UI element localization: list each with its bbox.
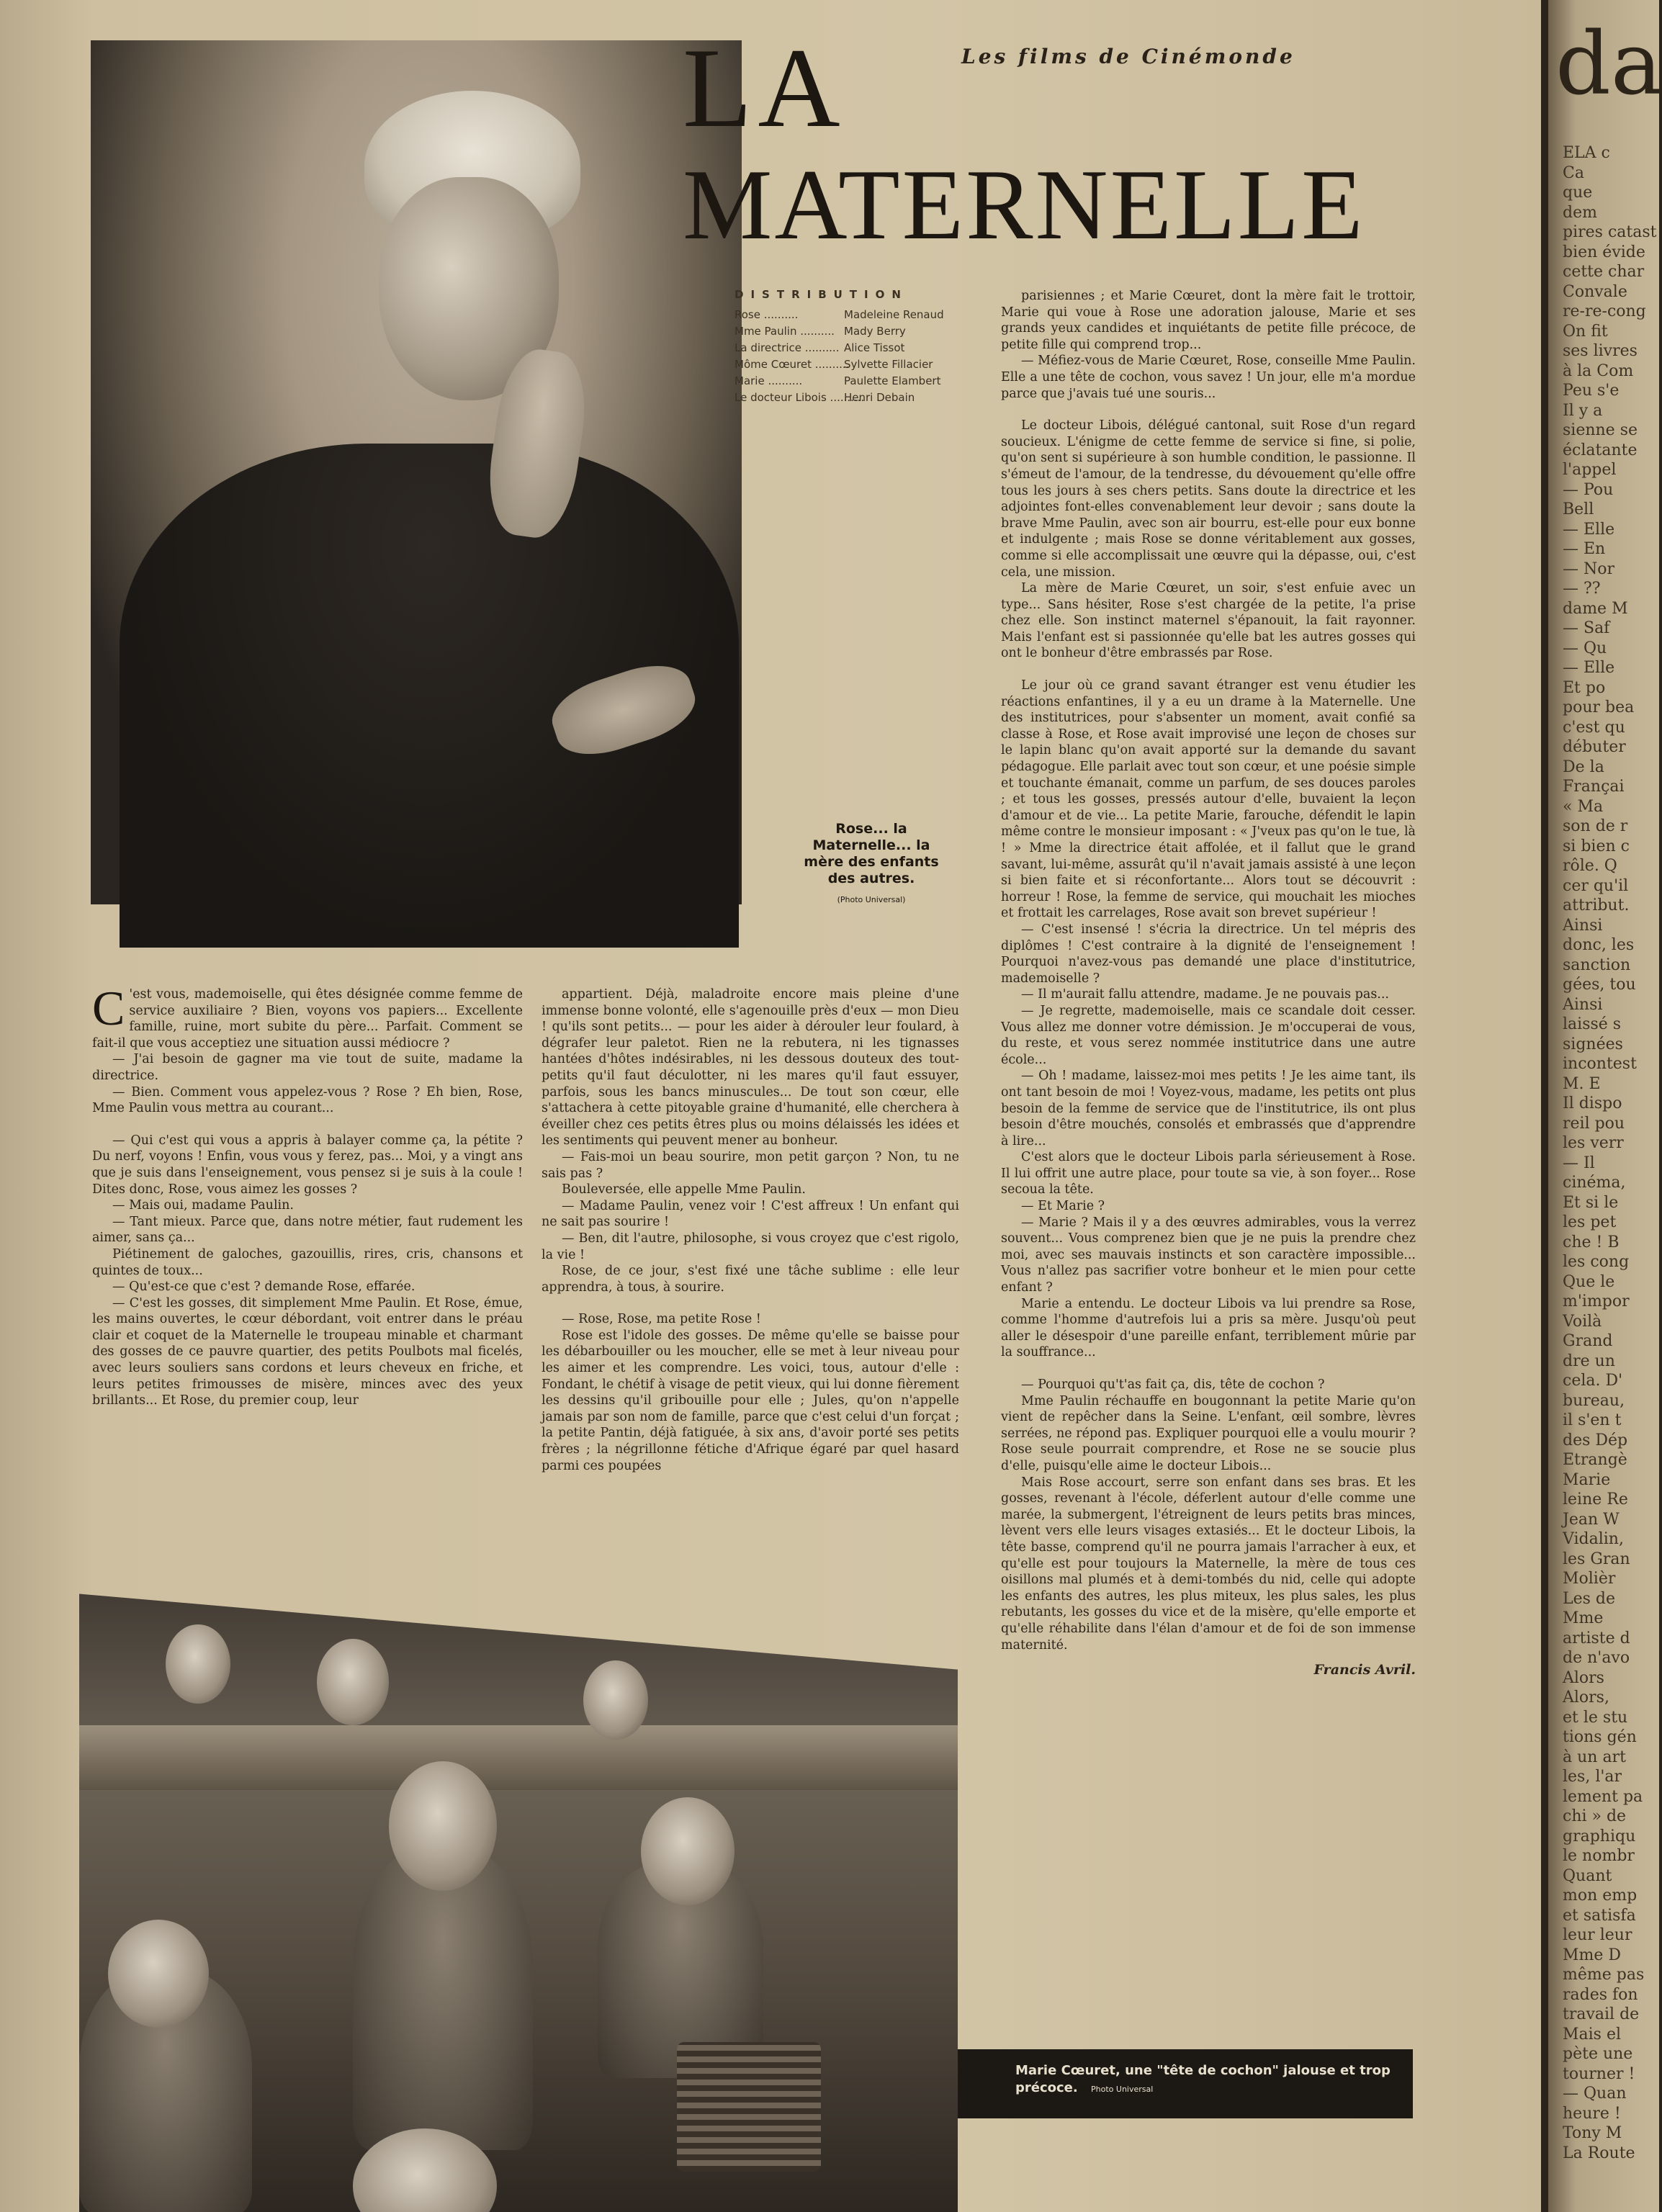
adjacent-line: « Ma — [1563, 797, 1604, 816]
classroom-credit: Photo Universal — [1091, 2085, 1154, 2094]
photo-basket — [677, 2042, 821, 2172]
adjacent-line: De la — [1563, 757, 1604, 776]
article-paragraph: C 'est vous, mademoiselle, qui êtes désignée comme femme de service auxiliaire ? Bien, voyons vos papiers... Excellente famille, ruine, mort subite du père... Parfait. Comment se fait-il que vous acceptiez une situation aussi médiocre ? — [92, 981, 523, 1051]
page-title-line2: MATERNELLE — [683, 149, 1365, 261]
adjacent-line: — Nor — [1563, 559, 1615, 578]
article-paragraph: C'est alors que le docteur Libois parla sérieusement à Rose. Il lui offrit une autre place, pour toute sa vie, à son foyer... Rose secoua la tête. — [1001, 1150, 1416, 1197]
adjacent-line: heure ! — [1563, 2104, 1621, 2123]
adjacent-line: leur leur — [1563, 1926, 1632, 1944]
article-paragraph: — Pourquoi qu't'as fait ça, dis, tête de cochon ? — [1021, 1377, 1325, 1392]
adjacent-line: c'est qu — [1563, 718, 1625, 737]
article-paragraph: appartient. Déjà, maladroite encore mais pleine d'une immense bonne volonté, elle s'agenouille près d'eux — mon Dieu ! qu'ils sont petits... — pour les aider à dérouler leur foulard, à dégrafer leur paletot. Rien ne la rebutera, ni les tignasses hantées d'hôtes indésirables, ni les dessous douteux des tout-petits qu'il faut déculotter, ni les mares qu'il faut essuyer, parfois, sous les bancs minuscules... De tout son cœur, elle s'attachera à cette pitoyable graine d'humanité, elle cherchera à éveiller chez ces petits êtres plus ou moins délaissés les idées et les sentiments qui peuvent mener au bonheur. — [542, 987, 959, 1148]
article-paragraph: Le jour où ce grand savant étranger est venu étudier les réactions enfantines, il y a eu un drame à la Maternelle. Une des institutrices, pour s'absenter un moment, avait confié sa classe à Rose, et Rose avait improvisé une leçon de choses sur le lapin blanc qu'on avait apporté sur la demande du savant pédagogue. Elle parlait avec tout son cœur, et une poésie simple et touchante émanait, comme un parfum, de ses douces paroles ; et tous les gosses, pressés autour d'elle, buvaient la leçon d'amour et de vie... La petite Marie, farouche, défendit le lapin même contre le monsieur imposant : « J'veux pas qu'on le tue, là ! » Mme la directrice était affolée, et il fallut que le grand savant, lui-même, assurât qu'il n'avait jamais assisté à une leçon si bien faite et si réconfortante... Alors tout se découvrit : horreur ! Rose, la femme de service, qui mouchait les mioches et frottait les carrelages, Rose avait son brevet supérieur ! — [1001, 678, 1416, 921]
article-paragraph: — Mais oui, madame Paulin. — [112, 1198, 294, 1213]
portrait-credit: (Photo Universal) — [837, 895, 906, 904]
article-paragraph: — Tant mieux. Parce que, dans notre métier, faut rudement les aimer, sans ça... — [92, 1214, 523, 1246]
adjacent-line: pour bea — [1563, 698, 1635, 716]
article-paragraph: — Fais-moi un beau sourire, mon petit garçon ? Non, tu ne sais pas ? — [542, 1149, 959, 1181]
adjacent-line: rades fon — [1563, 1985, 1638, 2004]
adjacent-line: Mme — [1563, 1609, 1604, 1627]
cast-role: La directrice .......... — [735, 341, 840, 354]
adjacent-line: tourner ! — [1563, 2064, 1635, 2083]
adjacent-line: Molièr — [1563, 1570, 1616, 1588]
article-paragraph: Le docteur Libois, délégué cantonal, suit Rose d'un regard soucieux. L'énigme de cette femme de service si fine, si polie, qu'on sent si supérieure à son humble condition, le passionne. Il s'émeut de l'amour, de la tendresse, du dévouement qu'elle offre tous les jours à ses chers petits. Sans doute la directrice et les adjointes font-elles convenablement leur devoir ; sans doute la brave Mme Paulin, avec son air bourru, est-elle pour eux bonne et indulgente ; mais Rose se donne véritablement aux gosses, comme si elle accomplissait une œuvre qui la dépasse, oui, c'est cela, une mission. — [1001, 418, 1416, 580]
adjacent-line: il s'en t — [1563, 1411, 1622, 1429]
adjacent-line: re-re-cong — [1563, 302, 1646, 320]
adjacent-line: Ca — [1563, 163, 1584, 182]
adjacent-line: rôle. Q — [1563, 857, 1617, 875]
classroom-caption-text: Marie Cœuret, une "tête de cochon" jalouse et trop précoce. — [1015, 2063, 1391, 2095]
adjacent-page — [1548, 0, 1662, 2212]
article-column-3 — [1001, 288, 1416, 1678]
adjacent-line: cela. D' — [1563, 1372, 1623, 1390]
drop-cap: C — [92, 981, 125, 1035]
adjacent-line: de n'avo — [1563, 1649, 1630, 1667]
article-paragraph: — Bien. Comment vous appelez-vous ? Rose ? Eh bien, Rose, Mme Paulin vous mettra au courant... — [92, 1084, 523, 1116]
cast-role: Môme Cœuret .......... — [735, 358, 850, 371]
cast-row — [735, 340, 972, 356]
photo-child — [641, 1797, 735, 1905]
adjacent-line: Il dispo — [1563, 1094, 1622, 1112]
article-paragraph: — Rose, Rose, ma petite Rose ! — [562, 1312, 761, 1327]
adjacent-line: — ?? — [1563, 580, 1601, 598]
adjacent-line: travail de — [1563, 2005, 1640, 2023]
cast-actor: Madeleine Renaud — [844, 308, 944, 321]
adjacent-line: dre un — [1563, 1352, 1615, 1370]
article-paragraph: Piétinement de galoches, gazouillis, rires, cris, chansons et quintes de toux... — [92, 1246, 523, 1278]
adjacent-line: lement pa — [1563, 1787, 1643, 1806]
adjacent-line: les cong — [1563, 1253, 1630, 1271]
article-paragraph: — Marie ? Mais il y a des œuvres admirables, vous la verrez souvent... Vous comprenez bien que je ne puis la prendre chez moi, avec ses mauvais instincts et son caractère impossible... Vous n'allez pas sacrifier votre bonheur et le mien pour cette enfant ? — [1001, 1215, 1416, 1295]
adjacent-line: — Quan — [1563, 2085, 1627, 2103]
adjacent-line: que — [1563, 184, 1593, 202]
adjacent-line: l'appel — [1563, 461, 1617, 479]
adjacent-line: dem — [1563, 203, 1597, 222]
cast-row — [735, 373, 972, 390]
portrait-photo — [91, 40, 742, 904]
adjacent-line: reil pou — [1563, 1114, 1625, 1133]
adjacent-line: les Gran — [1563, 1550, 1630, 1568]
portrait-caption — [799, 821, 943, 908]
article-paragraph: La mère de Marie Cœuret, un soir, s'est enfuie avec un type... Sans hésiter, Rose s'est chargée de la petite, l'a prise chez elle. Son instinct maternel s'épanouit, la fait rayonner. Mais l'enfant est si passionnée qu'elle bat les autres gosses qui ont le bonheur d'être embrassés par Rose. — [1001, 581, 1416, 661]
adjacent-line: Vidalin, — [1563, 1530, 1624, 1548]
adjacent-line: à un art — [1563, 1748, 1626, 1766]
adjacent-line: ELA c — [1563, 144, 1610, 162]
adjacent-line: signées — [1563, 1035, 1623, 1053]
article-column-1 — [92, 981, 523, 1409]
adjacent-line: le nombr — [1563, 1847, 1635, 1865]
article-paragraph: — Oh ! madame, laissez-moi mes petits ! Je les aime tant, ils ont tant besoin de moi ! Voyez-vous, madame, les petits ont plus besoin de la femme de service que de l'institutrice, ils ont plus besoin d'être mouchés, consolés et embrassés que d'apprendre à lire... — [1001, 1069, 1416, 1148]
photo-child — [108, 1920, 209, 2028]
adjacent-line: — En — [1563, 540, 1606, 558]
adjacent-line: artiste d — [1563, 1629, 1630, 1647]
article-paragraph: — Ben, dit l'autre, philosophe, si vous croyez que c'est rigolo, la vie ! — [542, 1231, 959, 1262]
adjacent-line: chi » de — [1563, 1807, 1627, 1825]
adjacent-line: et satisfa — [1563, 1906, 1636, 1925]
adjacent-line: débuter — [1563, 738, 1626, 756]
adjacent-line: éclatante — [1563, 441, 1638, 459]
adjacent-page-title: da — [1555, 14, 1662, 114]
cast-row — [735, 307, 972, 323]
adjacent-line: che ! B — [1563, 1233, 1620, 1251]
article-paragraph: — Qui c'est qui vous a appris à balayer comme ça, la pétite ? Du nerf, voyons ! Enfin, vous vous y ferez, pas... Moi, y a vingt ans que je suis dans l'enseignement, vous pensez si je suis à la coule ! Dites donc, Rose, vous aimez les gosses ? — [92, 1133, 523, 1197]
page-title-line1: LA — [683, 25, 846, 151]
adjacent-line: Voilà — [1563, 1312, 1602, 1331]
adjacent-line: les verr — [1563, 1134, 1624, 1152]
adjacent-line: gées, tou — [1563, 976, 1636, 994]
adjacent-line: bureau, — [1563, 1391, 1625, 1410]
adjacent-line: — Qu — [1563, 639, 1607, 657]
adjacent-line: attribut. — [1563, 896, 1630, 914]
adjacent-line: Tony M — [1563, 2124, 1622, 2142]
adjacent-line: graphiqu — [1563, 1827, 1636, 1845]
adjacent-line: Grand — [1563, 1332, 1613, 1350]
adjacent-line: les, l'ar — [1563, 1768, 1622, 1786]
cast-actor: Alice Tissot — [844, 341, 905, 354]
section-rubric: Les films de Cinémonde — [961, 45, 1295, 68]
article-paragraph: — Qu'est-ce que c'est ? demande Rose, effarée. — [112, 1280, 416, 1295]
adjacent-line: — Saf — [1563, 619, 1610, 637]
adjacent-line: Il y a — [1563, 401, 1603, 420]
adjacent-line: Ainsi — [1563, 916, 1603, 935]
adjacent-line: Jean W — [1563, 1510, 1620, 1529]
adjacent-line: Quant — [1563, 1866, 1612, 1885]
article-paragraph: Mme Paulin réchauffe en bougonnant la petite Marie qu'on vient de repêcher dans la Seine. L'enfant, œil sombre, lèvres serrées, ne répond pas. Expliquer pourquoi elle a voulu mourir ? Rose seule pourrait comprendre, et Rose ne se soucie plus d'elle, puisqu'elle aime le docteur Libois... — [1001, 1393, 1416, 1473]
photo-child — [317, 1639, 389, 1725]
adjacent-line: — Elle — [1563, 659, 1615, 677]
adjacent-line: à la Com — [1563, 361, 1634, 380]
adjacent-line: bien évide — [1563, 243, 1645, 261]
article-paragraph: Bouleversée, elle appelle Mme Paulin. — [562, 1182, 806, 1197]
photo-child-body — [353, 1848, 533, 2150]
adjacent-line: Mme D — [1563, 1946, 1622, 1964]
cast-actor: Sylvette Fillacier — [844, 358, 933, 371]
classroom-photo — [79, 1581, 958, 2212]
cast-actor: Paulette Elambert — [844, 374, 941, 387]
adjacent-line: si bien c — [1563, 837, 1630, 855]
adjacent-line: sanction — [1563, 956, 1631, 974]
adjacent-line: Et po — [1563, 678, 1606, 697]
adjacent-line: les pet — [1563, 1213, 1617, 1231]
photo-girl-face — [389, 1761, 497, 1891]
article-paragraph: — C'est les gosses, dit simplement Mme Paulin. Et Rose, émue, les mains ouvertes, le cœur débordant, voit entrer dans le préau clair et coquet de la Maternelle le troupeau minable et charmant des gosses de ce pauvre quartier, des petits Poulbots mal ficelés, avec leurs souliers sans cordons et leurs cheveux en friche, et leurs petites frimousses de misère, minces avec des yeux brillants... Et Rose, du premier coup, leur — [92, 1295, 523, 1408]
adjacent-line: Etrangè — [1563, 1451, 1627, 1469]
adjacent-line: M. E — [1563, 1074, 1601, 1093]
adjacent-line: Alors — [1563, 1668, 1604, 1687]
adjacent-line: La Route — [1563, 2144, 1635, 2162]
adjacent-line: Ainsi — [1563, 995, 1603, 1014]
article-paragraph: — Méfiez-vous de Marie Cœuret, Rose, conseille Mme Paulin. Elle a une tête de cochon, vous savez ! Un jour, elle m'a mordue parce que j'avais tué une souris... — [1001, 354, 1416, 401]
adjacent-line: Mais el — [1563, 2025, 1622, 2044]
adjacent-line: — Elle — [1563, 520, 1615, 539]
adjacent-line: donc, les — [1563, 936, 1635, 954]
adjacent-line: des Dép — [1563, 1431, 1628, 1449]
adjacent-line: même pas — [1563, 1966, 1645, 1984]
adjacent-line: Peu s'e — [1563, 382, 1620, 400]
adjacent-line: incontest — [1563, 1055, 1637, 1073]
adjacent-line: Alors, — [1563, 1689, 1609, 1707]
adjacent-line: Les de — [1563, 1589, 1616, 1608]
adjacent-line: dame M — [1563, 599, 1628, 618]
article-paragraph: — Madame Paulin, venez voir ! C'est affreux ! Un enfant qui ne sait pas sourire ! — [542, 1198, 959, 1230]
photo-table — [79, 1725, 958, 1790]
adjacent-line: Bell — [1563, 500, 1594, 518]
cast-row — [735, 390, 972, 406]
article-paragraph: — J'ai besoin de gagner ma vie tout de suite, madame la directrice. — [92, 1052, 523, 1083]
cast-role: Marie .......... — [735, 374, 803, 387]
portrait-caption-text: Rose... la Maternelle... la mère des enfants des autres. — [804, 821, 939, 886]
adjacent-line: m'impor — [1563, 1292, 1630, 1310]
cast-actor: Mady Berry — [844, 325, 906, 338]
article-paragraph: parisiennes ; et Marie Cœuret, dont la mère fait le trottoir, Marie qui voue à Rose une adoration jalouse, Marie et ses grands yeux candides et inquiétants de petite fille précoce, de petite fille qui comprend trop... — [1001, 289, 1416, 352]
photo-child — [166, 1624, 230, 1704]
adjacent-line: tions gén — [1563, 1728, 1637, 1746]
adjacent-line: et le stu — [1563, 1708, 1628, 1727]
photo-child — [583, 1660, 648, 1740]
adjacent-line: Convale — [1563, 282, 1627, 301]
author-signature: Francis Avril. — [1313, 1662, 1416, 1678]
article-paragraph: Mais Rose accourt, serre son enfant dans ses bras. Et les gosses, revenant à l'école, déferlent autour d'elle comme une marée, la submergent, l'étreignent de leurs petits bras minces, lèvent vers elle leurs visages extasiés... Et le docteur Libois, la tête basse, comprend qu'il ne pourra jamais l'arracher à eux, et qu'elle est pour toujours la Maternelle, la mère de tous ces oisillons mal plumés et à demi-tombés du nid, celle qui adopte les enfants des autres, les plus miteux, les plus sales, les plus rebutants, les gosses du vice et de la misère, qu'elle emporte et qu'elle réhabilite dans l'élan d'amour et de foi de son immense maternité. — [1001, 1475, 1416, 1653]
adjacent-line: laissé s — [1563, 1015, 1622, 1033]
cast-role: Mme Paulin .......... — [735, 325, 835, 338]
adjacent-line: ses livres — [1563, 342, 1638, 360]
adjacent-line: — Pou — [1563, 480, 1614, 499]
article-column-2 — [542, 986, 959, 1474]
adjacent-line: cer qu'il — [1563, 876, 1629, 895]
cast-role: Rose .......... — [735, 308, 799, 321]
adjacent-line: pires catast — [1563, 223, 1657, 241]
adjacent-line: cette char — [1563, 263, 1645, 281]
cast-heading: DISTRIBUTION — [735, 288, 908, 301]
adjacent-line: On fit — [1563, 322, 1608, 341]
adjacent-line: son de r — [1563, 817, 1628, 835]
article-paragraph: — C'est insensé ! s'écria la directrice. Un tel mépris des diplômes ! C'est contraire à la dignité de l'enseignement ! Pourquoi n'avez-vous pas demandé une place d'institutrice, mademoiselle ? — [1001, 922, 1416, 986]
article-paragraph: Rose est l'idole des gosses. De même qu'elle se baisse pour les débarbouiller ou les moucher, elle se met à leur niveau pour les aimer et les comprendre. Les voici, tous, autour d'elle : Fondant, le chétif à visage de petit vieux, qui lui donne fièrement les dessins qu'il gribouille pour elle ; Jules, qu'on n'appelle jamais par son nom de famille, parce que c'est celui d'un forçat ; la petite Pantin, déjà fatiguée, à six ans, d'avoir porté ses petits frères ; la négrillonne fétiche d'Afrique égaré par quel hasard parmi ces poupées — [542, 1328, 959, 1473]
article-paragraph: Rose, de ce jour, s'est fixé une tâche sublime : elle leur apprendra, à tous, à sourire. — [542, 1264, 959, 1295]
adjacent-line: Marie — [1563, 1470, 1611, 1489]
adjacent-line: leine Re — [1563, 1491, 1628, 1509]
article-paragraph: — Je regrette, mademoiselle, mais ce scandale doit cesser. Vous allez me donner votre démission. Je m'occuperai de vous, du reste, et vous serez nommée institutrice dans une autre école... — [1001, 1003, 1416, 1067]
adjacent-line: Françai — [1563, 778, 1625, 796]
cast-row — [735, 323, 972, 340]
cast-role: Le docteur Libois .......... — [735, 391, 865, 404]
adjacent-line: cinéma, — [1563, 1174, 1626, 1192]
adjacent-line: sienne se — [1563, 421, 1638, 439]
adjacent-line: pète une — [1563, 2045, 1633, 2063]
classroom-caption — [958, 2049, 1413, 2118]
adjacent-line: Et si le — [1563, 1193, 1619, 1212]
article-paragraph: Marie a entendu. Le docteur Libois va lui prendre sa Rose, comme l'homme d'autrefois lui a pris sa mère. Jusqu'où peut aller le désespoir d'une pareille enfant, terriblement mûrie par la souffrance... — [1001, 1296, 1416, 1360]
adjacent-line: mon emp — [1563, 1887, 1638, 1905]
cast-actor: Henri Debain — [844, 391, 915, 404]
article-paragraph: — Et Marie ? — [1021, 1199, 1105, 1214]
cast-list — [735, 288, 972, 406]
adjacent-line: Que le — [1563, 1272, 1615, 1291]
cast-row — [735, 356, 972, 373]
cast-rows — [735, 307, 972, 406]
adjacent-line: — Il — [1563, 1154, 1595, 1172]
article-paragraph: — Il m'aurait fallu attendre, madame. Je ne pouvais pas... — [1021, 987, 1389, 1002]
